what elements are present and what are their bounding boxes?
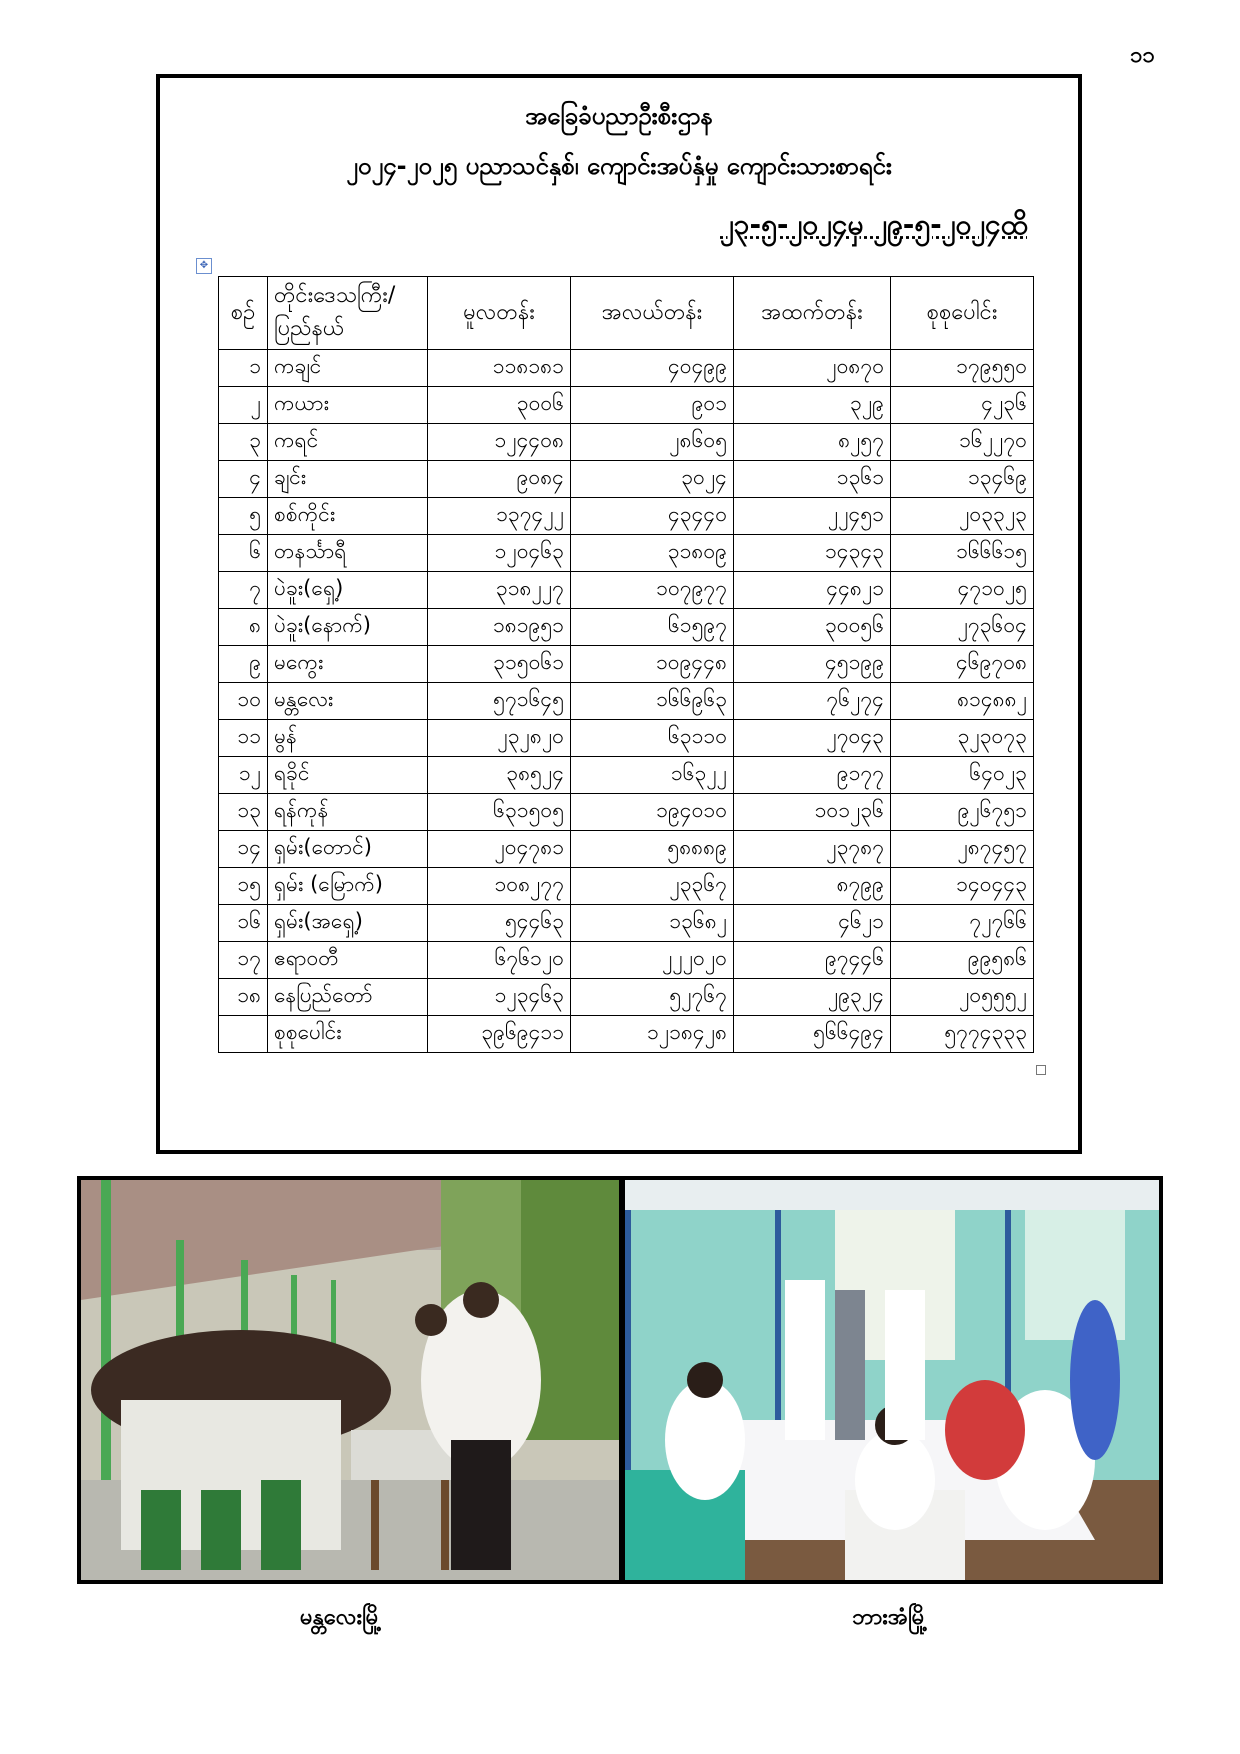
table-row (219, 868, 1034, 905)
cell-total: ၂၀၃၃၂၃ (891, 498, 1034, 535)
table-row (219, 461, 1034, 498)
cell-total: ၂၈၇၄၅၇ (891, 831, 1034, 868)
cell-sn: ၅ (219, 498, 268, 535)
cell-total: ၁၆၂၂၇၀ (891, 424, 1034, 461)
cell-total: ၉၉၅၈၆ (891, 942, 1034, 979)
cell-total: ၆၄၀၂၃ (891, 757, 1034, 794)
cell-primary: ၃၁၈၂၂၇ (428, 572, 571, 609)
hpa-an-school-photo (625, 1180, 1159, 1580)
cell-primary: ၆၃၁၅၀၅ (428, 794, 571, 831)
cell-total: ၂၇၃၆၀၄ (891, 609, 1034, 646)
mandalay-school-photo (81, 1180, 619, 1580)
cell-total: ၂၀၅၅၅၂ (891, 979, 1034, 1016)
cell-primary: ၂၀၄၇၈၁ (428, 831, 571, 868)
cell-middle: ၄၃၄၄၀ (571, 498, 734, 535)
cell-primary: ၁၈၁၉၅၁ (428, 609, 571, 646)
table-row (219, 350, 1034, 387)
cell-region: ကရင် (268, 424, 428, 461)
cell-region: တနင်္သာရီ (268, 535, 428, 572)
cell-sn: ၃ (219, 424, 268, 461)
cell-sn: ၁၁ (219, 720, 268, 757)
cell-sn: ၆ (219, 535, 268, 572)
cell-middle: ၃၀၂၄ (571, 461, 734, 498)
cell-middle: ၁၂၁၈၄၂၈ (571, 1016, 734, 1053)
cell-total: ၁၃၄၆၉ (891, 461, 1034, 498)
cell-primary: ၃၁၅၀၆၁ (428, 646, 571, 683)
table-row (219, 498, 1034, 535)
cell-region: မကွေး (268, 646, 428, 683)
cell-region: စုစုပေါင်း (268, 1016, 428, 1053)
cell-middle: ၅၈၈၈၉ (571, 831, 734, 868)
cell-sn: ၁၀ (219, 683, 268, 720)
col-header-region: တိုင်းဒေသကြီး/ ပြည်နယ် (268, 277, 428, 350)
cell-primary: ၁၂၃၄၆၃ (428, 979, 571, 1016)
cell-region: ချင်း (268, 461, 428, 498)
cell-high: ၉၇၄၄၆ (734, 942, 891, 979)
cell-primary: ၉၀၈၄ (428, 461, 571, 498)
col-header-primary: မူလတန်း (428, 277, 571, 350)
cell-primary: ၃၈၅၂၄ (428, 757, 571, 794)
cell-high: ၂၉၃၂၄ (734, 979, 891, 1016)
cell-high: ၄၄၈၂၁ (734, 572, 891, 609)
table-row (219, 794, 1034, 831)
cell-middle: ၂၂၂၀၂၀ (571, 942, 734, 979)
cell-total: ၄၇၁၀၂၅ (891, 572, 1034, 609)
cell-high: ၉၁၇၇ (734, 757, 891, 794)
table-row (219, 646, 1034, 683)
cell-sn: ၄ (219, 461, 268, 498)
photo-hpa-an (621, 1176, 1163, 1584)
cell-primary: ၁၀၈၂၇၇ (428, 868, 571, 905)
cell-primary: ၆၇၆၁၂၀ (428, 942, 571, 979)
table-header-row (219, 277, 1034, 350)
caption-mandalay: မန္တလေးမြို့ (300, 1605, 382, 1630)
cell-high: ၁၃၆၁ (734, 461, 891, 498)
enrollment-table-frame (156, 74, 1082, 1154)
cell-primary: ၁၃၇၄၂၂ (428, 498, 571, 535)
cell-sn: ၁ (219, 350, 268, 387)
cell-high: ၂၃၇၈၇ (734, 831, 891, 868)
cell-high: ၃၀၀၅၆ (734, 609, 891, 646)
cell-sn (219, 1016, 268, 1053)
col-header-sn: စဉ် (219, 277, 268, 350)
cell-region: ရှမ်း (မြောက်) (268, 868, 428, 905)
cell-primary: ၅၄၄၆၃ (428, 905, 571, 942)
cell-high: ၄၅၁၉၉ (734, 646, 891, 683)
cell-total: ၅၇၇၄၃၃၃ (891, 1016, 1034, 1053)
cell-primary: ၁၁၈၁၈၁ (428, 350, 571, 387)
table-row (219, 683, 1034, 720)
cell-sn: ၈ (219, 609, 268, 646)
cell-region: မွန် (268, 720, 428, 757)
col-header-middle: အလယ်တန်း (571, 277, 734, 350)
table-row (219, 387, 1034, 424)
cell-high: ၈၂၅၇ (734, 424, 891, 461)
cell-sn: ၁၄ (219, 831, 268, 868)
cell-middle: ၂၈၆၀၅ (571, 424, 734, 461)
photo-mandalay (77, 1176, 623, 1584)
table-row (219, 905, 1034, 942)
cell-total: ၉၂၆၇၅၁ (891, 794, 1034, 831)
cell-high: ၂၇၀၄၃ (734, 720, 891, 757)
col-header-high: အထက်တန်း (734, 277, 891, 350)
cell-high: ၈၇၉၉ (734, 868, 891, 905)
table-row (219, 942, 1034, 979)
cell-high: ၃၂၉ (734, 387, 891, 424)
cell-total: ၄၂၃၆ (891, 387, 1034, 424)
cell-sn: ၁၇ (219, 942, 268, 979)
cell-region: စစ်ကိုင်း (268, 498, 428, 535)
cell-high: ၁၀၁၂၃၆ (734, 794, 891, 831)
cell-region: ကချင် (268, 350, 428, 387)
cell-high: ၂၂၄၅၁ (734, 498, 891, 535)
cell-primary: ၂၃၂၈၂၀ (428, 720, 571, 757)
cell-region: နေပြည်တော် (268, 979, 428, 1016)
table-row (219, 424, 1034, 461)
cell-high: ၄၆၂၁ (734, 905, 891, 942)
col-header-total: စုစုပေါင်း (891, 277, 1034, 350)
cell-middle: ၃၁၈၀၉ (571, 535, 734, 572)
table-row (219, 720, 1034, 757)
cell-region: ရှမ်း(တောင်) (268, 831, 428, 868)
cell-high: ၅၆၆၄၉၄ (734, 1016, 891, 1053)
cell-middle: ၁၃၆၈၂ (571, 905, 734, 942)
cell-region: ကယား (268, 387, 428, 424)
cell-middle: ၄၀၄၉၉ (571, 350, 734, 387)
table-total-row (219, 1016, 1034, 1053)
cell-region: ပဲခူး(ရှေ့) (268, 572, 428, 609)
cell-primary: ၃၀၀၆ (428, 387, 571, 424)
table-row (219, 572, 1034, 609)
table-row (219, 831, 1034, 868)
cell-middle: ၁၆၆၉၆၃ (571, 683, 734, 720)
cell-middle: ၆၃၁၁၀ (571, 720, 734, 757)
cell-middle: ၁၀၉၄၄၈ (571, 646, 734, 683)
cell-sn: ၁၅ (219, 868, 268, 905)
table-move-handle-icon[interactable]: ✥ (196, 258, 212, 274)
cell-sn: ၁၃ (219, 794, 268, 831)
cell-region: ဧရာဝတီ (268, 942, 428, 979)
cell-sn: ၂ (219, 387, 268, 424)
cell-sn: ၁၂ (219, 757, 268, 794)
cell-total: ၄၆၉၇၀၈ (891, 646, 1034, 683)
cell-total: ၁၄၀၄၄၃ (891, 868, 1034, 905)
cell-region: မန္တလေး (268, 683, 428, 720)
cell-primary: ၁၂၀၄၆၃ (428, 535, 571, 572)
table-row (219, 757, 1034, 794)
cell-total: ၁၇၉၅၅၀ (891, 350, 1034, 387)
report-title: ၂၀၂၄-၂၀၂၅ ပညာသင်နှစ်၊ ကျောင်းအပ်နှံမှု ကျောင်းသားစာရင်း (346, 152, 892, 180)
cell-region: ရှမ်း(အရှေ့) (268, 905, 428, 942)
cell-middle: ၁၉၄၀၁၀ (571, 794, 734, 831)
cell-middle: ၅၂၇၆၇ (571, 979, 734, 1016)
cell-sn: ၁၈ (219, 979, 268, 1016)
table-resize-handle[interactable] (1036, 1065, 1046, 1075)
table-row (219, 535, 1034, 572)
caption-hpa-an: ဘားအံမြို့ (852, 1605, 928, 1630)
cell-total: ၃၂၃၀၇၃ (891, 720, 1034, 757)
cell-high: ၂၀၈၇၀ (734, 350, 891, 387)
date-range: ၂၃-၅-၂၀၂၄မှ ၂၉-၅-၂၀၂၄ထိ (720, 208, 1028, 241)
cell-total: ၁၆၆၆၁၅ (891, 535, 1034, 572)
department-heading: အခြေခံပညာဦးစီးဌာန (525, 102, 713, 130)
cell-high: ၁၄၃၄၃ (734, 535, 891, 572)
cell-primary: ၁၂၄၄၀၈ (428, 424, 571, 461)
enrollment-table (218, 276, 1034, 1053)
cell-middle: ၉၀၁ (571, 387, 734, 424)
table-row (219, 609, 1034, 646)
cell-sn: ၇ (219, 572, 268, 609)
cell-total: ၈၁၄၈၈၂ (891, 683, 1034, 720)
table-row (219, 979, 1034, 1016)
cell-region: ပဲခူး(နောက်) (268, 609, 428, 646)
cell-middle: ၁၀၇၉၇၇ (571, 572, 734, 609)
cell-total: ၇၂၇၆၆ (891, 905, 1034, 942)
cell-middle: ၂၃၃၆၇ (571, 868, 734, 905)
cell-middle: ၆၁၅၉၇ (571, 609, 734, 646)
cell-region: ရန်ကုန် (268, 794, 428, 831)
cell-sn: ၁၆ (219, 905, 268, 942)
cell-primary: ၃၉၆၉၄၁၁ (428, 1016, 571, 1053)
cell-sn: ၉ (219, 646, 268, 683)
page-number: ၁၁ (1130, 43, 1155, 68)
cell-primary: ၅၇၁၆၄၅ (428, 683, 571, 720)
cell-high: ၇၆၂၇၄ (734, 683, 891, 720)
cell-middle: ၁၆၃၂၂ (571, 757, 734, 794)
cell-region: ရခိုင် (268, 757, 428, 794)
